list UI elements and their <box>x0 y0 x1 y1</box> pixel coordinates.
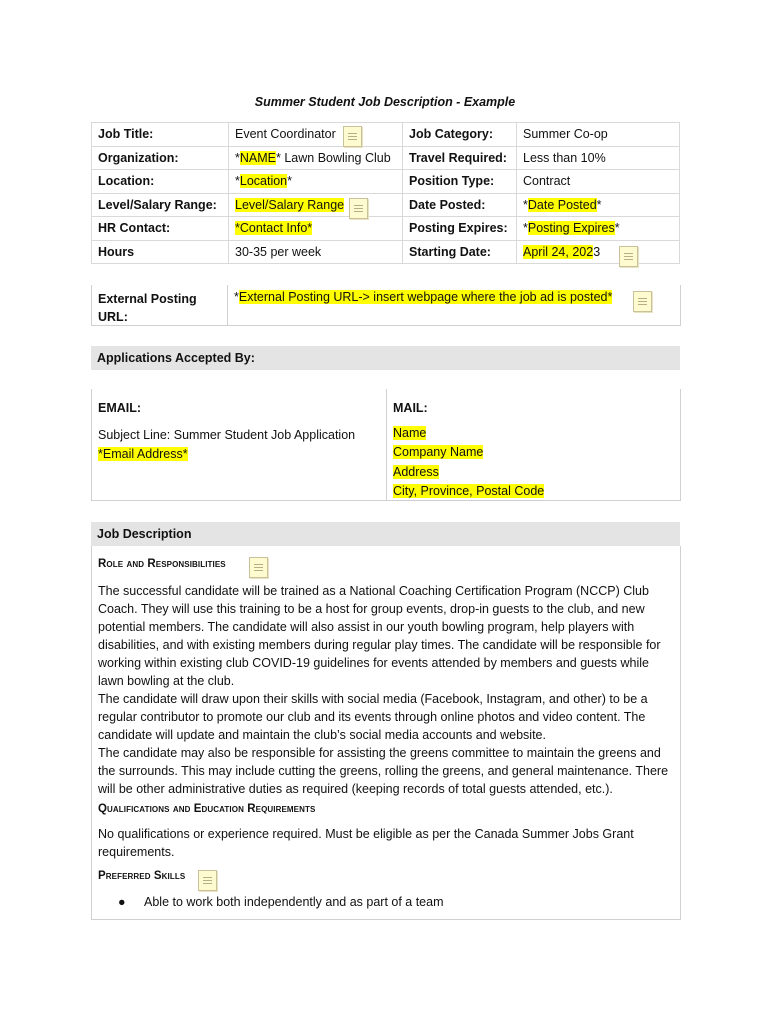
preferred-skills-heading: Preferred Skills <box>98 870 186 882</box>
roles-paragraph-1: The successful candidate will be trained as a National Coaching Certification Program (NCCP) Club Coach. They will use this training to be a host for group events, drop-in guests to the club, and new potential members. The candidate will also assist in our youth bowling program, help players with disabilities, and with existing members during regular play times. The candidate will be responsible for working within existing club COVID-19 guidelines for events attended by members and guests while lawn bowling at the club. <box>98 584 661 688</box>
posting-expires-label: Posting Expires: <box>403 217 517 241</box>
posting-expires-value: *Posting Expires* <box>517 217 680 241</box>
job-title-value: Event Coordinator <box>229 123 403 147</box>
hours-label: Hours <box>92 240 229 264</box>
email-label: EMAIL: <box>98 401 142 415</box>
table-row <box>92 240 680 264</box>
job-description-header-bar <box>91 522 680 546</box>
organization-label: Organization: <box>92 146 229 170</box>
job-title-label: Job Title: <box>92 123 229 147</box>
qualifications-heading: Qualifications and Education Requirements <box>98 803 316 815</box>
roles-paragraph-3: The candidate may also be responsible for assisting the greens committee to maintain the greens and the surrounds. This may include cutting the greens, rolling the greens, and general maintenance. There will be other administrative duties as required (keeping records of total guests attended, etc.). <box>98 746 669 796</box>
position-type-value: Contract <box>517 170 680 194</box>
table-row <box>92 193 680 217</box>
travel-required-value: Less than 10% <box>517 146 680 170</box>
location-value: *Location* <box>229 170 403 194</box>
table-row <box>92 123 680 147</box>
comment-note-icon[interactable] <box>249 557 268 578</box>
document-title: Summer Student Job Description - Example <box>254 95 516 109</box>
mail-details: Name Company Name Address City, Province, Postal Code <box>393 426 545 498</box>
applications-header: Applications Accepted By: <box>97 351 255 365</box>
location-label: Location: <box>92 170 229 194</box>
comment-note-icon[interactable] <box>343 126 362 147</box>
salary-range-label: Level/Salary Range: <box>92 193 229 217</box>
comment-note-icon[interactable] <box>198 870 217 891</box>
bullet-icon: ● <box>118 895 126 909</box>
hr-contact-value: *Contact Info* <box>229 217 403 241</box>
applications-box <box>91 389 681 501</box>
job-category-value: Summer Co-op <box>517 123 680 147</box>
hr-contact-label: HR Contact: <box>92 217 229 241</box>
job-description-header: Job Description <box>97 527 192 541</box>
table-row <box>92 146 680 170</box>
job-category-label: Job Category: <box>403 123 517 147</box>
external-posting-box <box>91 285 681 326</box>
table-row <box>92 217 680 241</box>
salary-range-value: Level/Salary Range <box>229 193 403 217</box>
date-posted-label: Date Posted: <box>403 193 517 217</box>
job-description-box <box>91 546 681 920</box>
comment-note-icon[interactable] <box>633 291 652 312</box>
travel-required-label: Travel Required: <box>403 146 517 170</box>
position-type-label: Position Type: <box>403 170 517 194</box>
external-posting-url: *External Posting URL-> insert webpage where the job ad is posted* <box>234 290 613 304</box>
external-posting-label: External Posting URL: <box>98 292 197 324</box>
comment-note-icon[interactable] <box>349 198 368 219</box>
skill-list-item: ● Able to work both independently and as part of a team <box>118 895 444 909</box>
email-details: Subject Line: Summer Student Job Application *Email Address* <box>98 428 356 461</box>
comment-note-icon[interactable] <box>619 246 638 267</box>
mail-label: MAIL: <box>393 401 428 415</box>
starting-date-value: April 24, 2023 <box>517 240 680 264</box>
qualifications-text: No qualifications or experience required. Must be eligible as per the Canada Summer Jobs Grant requirements. <box>98 827 634 859</box>
roles-paragraph-2: The candidate will draw upon their skills with social media (Facebook, Instagram, and other) to be a regular contributor to promote our club and its events through online photos and video content. The candidate will update and maintain the club’s social media accounts and website. <box>98 692 648 742</box>
roles-text <box>98 582 674 798</box>
starting-date-label: Starting Date: <box>403 240 517 264</box>
applications-header-bar <box>91 346 680 370</box>
date-posted-value: *Date Posted* <box>517 193 680 217</box>
table-row <box>92 170 680 194</box>
roles-heading: Role and Responsibilities <box>98 558 226 570</box>
job-info-table <box>91 122 680 264</box>
organization-value: *NAME* Lawn Bowling Club <box>229 146 403 170</box>
hours-value: 30-35 per week <box>229 240 403 264</box>
